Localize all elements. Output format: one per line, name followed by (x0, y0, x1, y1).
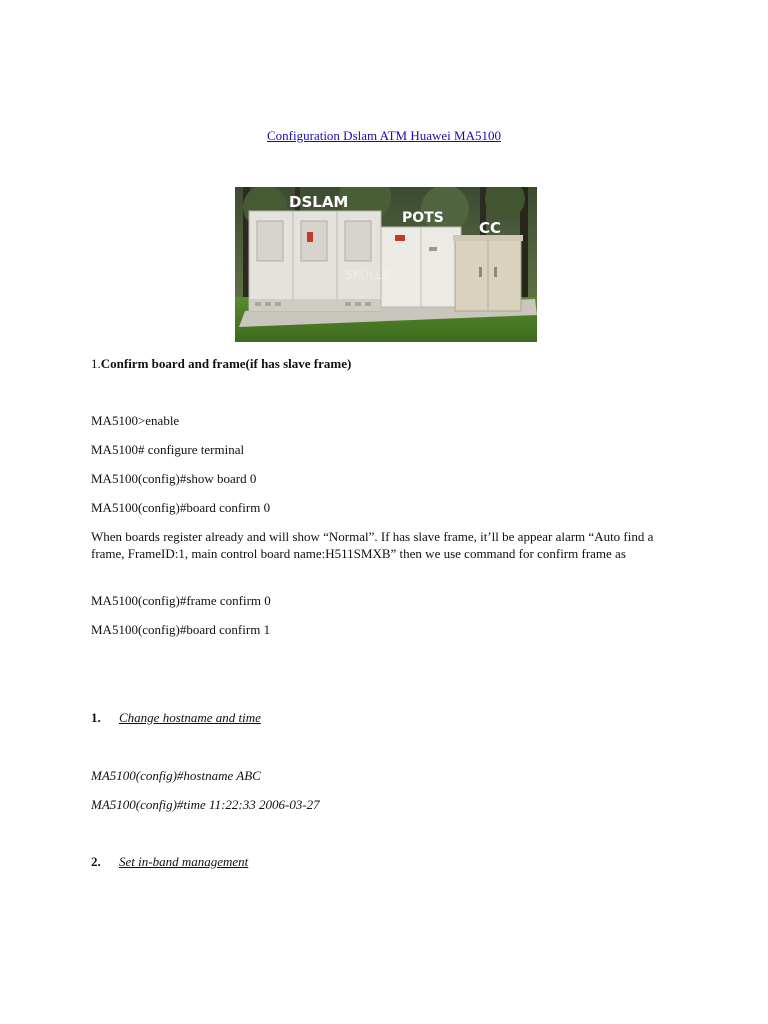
command-line: MA5100(config)#board confirm 1 (91, 622, 271, 637)
dslam-cabinet-photo (235, 187, 537, 342)
command-line: MA5100>enable (91, 413, 180, 428)
command-line: MA5100(config)#hostname ABC (91, 768, 261, 783)
command-line: MA5100(config)#frame confirm 0 (91, 593, 271, 608)
command-line: MA5100(config)#time 11:22:33 2006-03-27 (91, 797, 320, 812)
section-1-number: 1. (91, 356, 101, 371)
document-title-link[interactable]: Configuration Dslam ATM Huawei MA5100 (267, 128, 501, 143)
section-3-number: 2. (91, 854, 101, 869)
section-3-heading (91, 853, 248, 870)
description-paragraph: When boards register already and will show “Normal”. If has slave frame, it’ll be appear alarm “Auto find a frame, FrameID:1, main control board name:H511SMXB” then we use command for confirm frame as (91, 529, 654, 561)
section-1-title: Confirm board and frame(if has slave frame) (100, 356, 352, 371)
photo-label-dslam: DSLAM (289, 193, 349, 211)
section-1-heading (91, 355, 351, 372)
section-2-number: 1. (91, 710, 101, 725)
section-3-title-link[interactable]: Set in-band management (119, 854, 249, 869)
svg-text:SKULLS: SKULLS (345, 268, 390, 282)
section-2-heading (91, 709, 261, 726)
photo-label-pots: POTS (402, 210, 444, 226)
command-line: MA5100(config)#board confirm 0 (91, 500, 271, 515)
section-2-title-link[interactable]: Change hostname and time (119, 710, 261, 725)
command-line: MA5100# configure terminal (91, 442, 245, 457)
command-line: MA5100(config)#show board 0 (91, 471, 257, 486)
photo-label-cc: CC (479, 219, 502, 237)
